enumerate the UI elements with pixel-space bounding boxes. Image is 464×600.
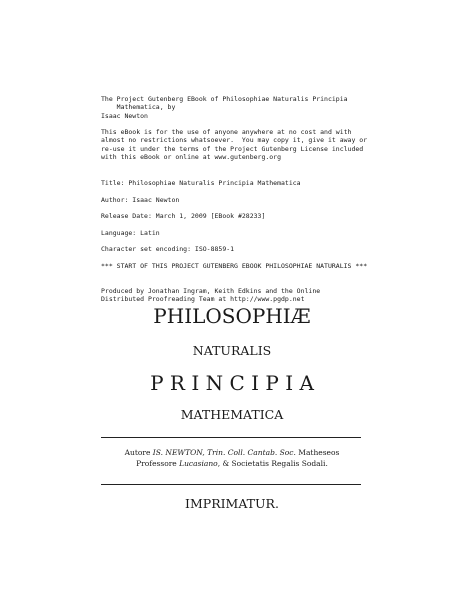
- header-line: Isaac Newton: [101, 111, 148, 120]
- meta-author: Author: Isaac Newton: [101, 196, 180, 204]
- author-role: Matheseos: [295, 448, 340, 457]
- divider-rule: [101, 437, 361, 438]
- title-philosophiae: PHILOSOPHIÆ: [153, 304, 311, 328]
- author-line: [0, 459, 464, 470]
- title-principia: P R I N C I P I A: [150, 371, 314, 395]
- author-block: [0, 448, 464, 469]
- header-block: [101, 95, 348, 120]
- author-prefix: Autore: [124, 448, 153, 457]
- meta-encoding: Character set encoding: ISO-8859-1: [101, 245, 235, 253]
- author-line: [0, 448, 464, 459]
- author-line2-suffix: , & Societatis Regalis Sodali.: [217, 458, 328, 468]
- license-line: with this eBook or online at www.gutenberg.org: [101, 152, 282, 161]
- header-line: The Project Gutenberg EBook of Philosophiae Naturalis Principia: [101, 95, 348, 103]
- header-line: Mathematica, by: [101, 103, 176, 112]
- produced-line: Distributed Proofreading Team at http://www.pgdp.net: [101, 295, 305, 304]
- meta-language: Language: Latin: [101, 229, 160, 237]
- author-name: IS. NEWTON, Trin. Coll. Cantab. Soc.: [152, 448, 296, 457]
- start-marker: *** START OF THIS PROJECT GUTENBERG EBOOK PHILOSOPHIAE NATURALIS ***: [101, 262, 368, 270]
- produced-block: [101, 287, 320, 304]
- license-block: [101, 128, 367, 161]
- imprimatur-heading: IMPRIMATUR.: [185, 496, 279, 511]
- meta-release-date: Release Date: March 1, 2009 [EBook #28233]: [101, 212, 266, 220]
- title-naturalis: NATURALIS: [192, 343, 272, 358]
- divider-rule: [101, 484, 361, 485]
- author-line2-italic: Lucasiano: [179, 458, 218, 468]
- license-line: almost no restrictions whatsoever. You may copy it, give it away or: [101, 136, 368, 145]
- license-line: re-use it under the terms of the Project Gutenberg License included: [101, 144, 364, 153]
- author-line2-prefix: Professore: [136, 458, 180, 468]
- meta-title: Title: Philosophiae Naturalis Principia Mathematica: [101, 179, 301, 187]
- license-line: This eBook is for the use of anyone anywhere at no cost and with: [101, 128, 352, 136]
- title-mathematica: MATHEMATICA: [180, 407, 284, 422]
- produced-line: Produced by Jonathan Ingram, Keith Edkins and the Online: [101, 287, 321, 295]
